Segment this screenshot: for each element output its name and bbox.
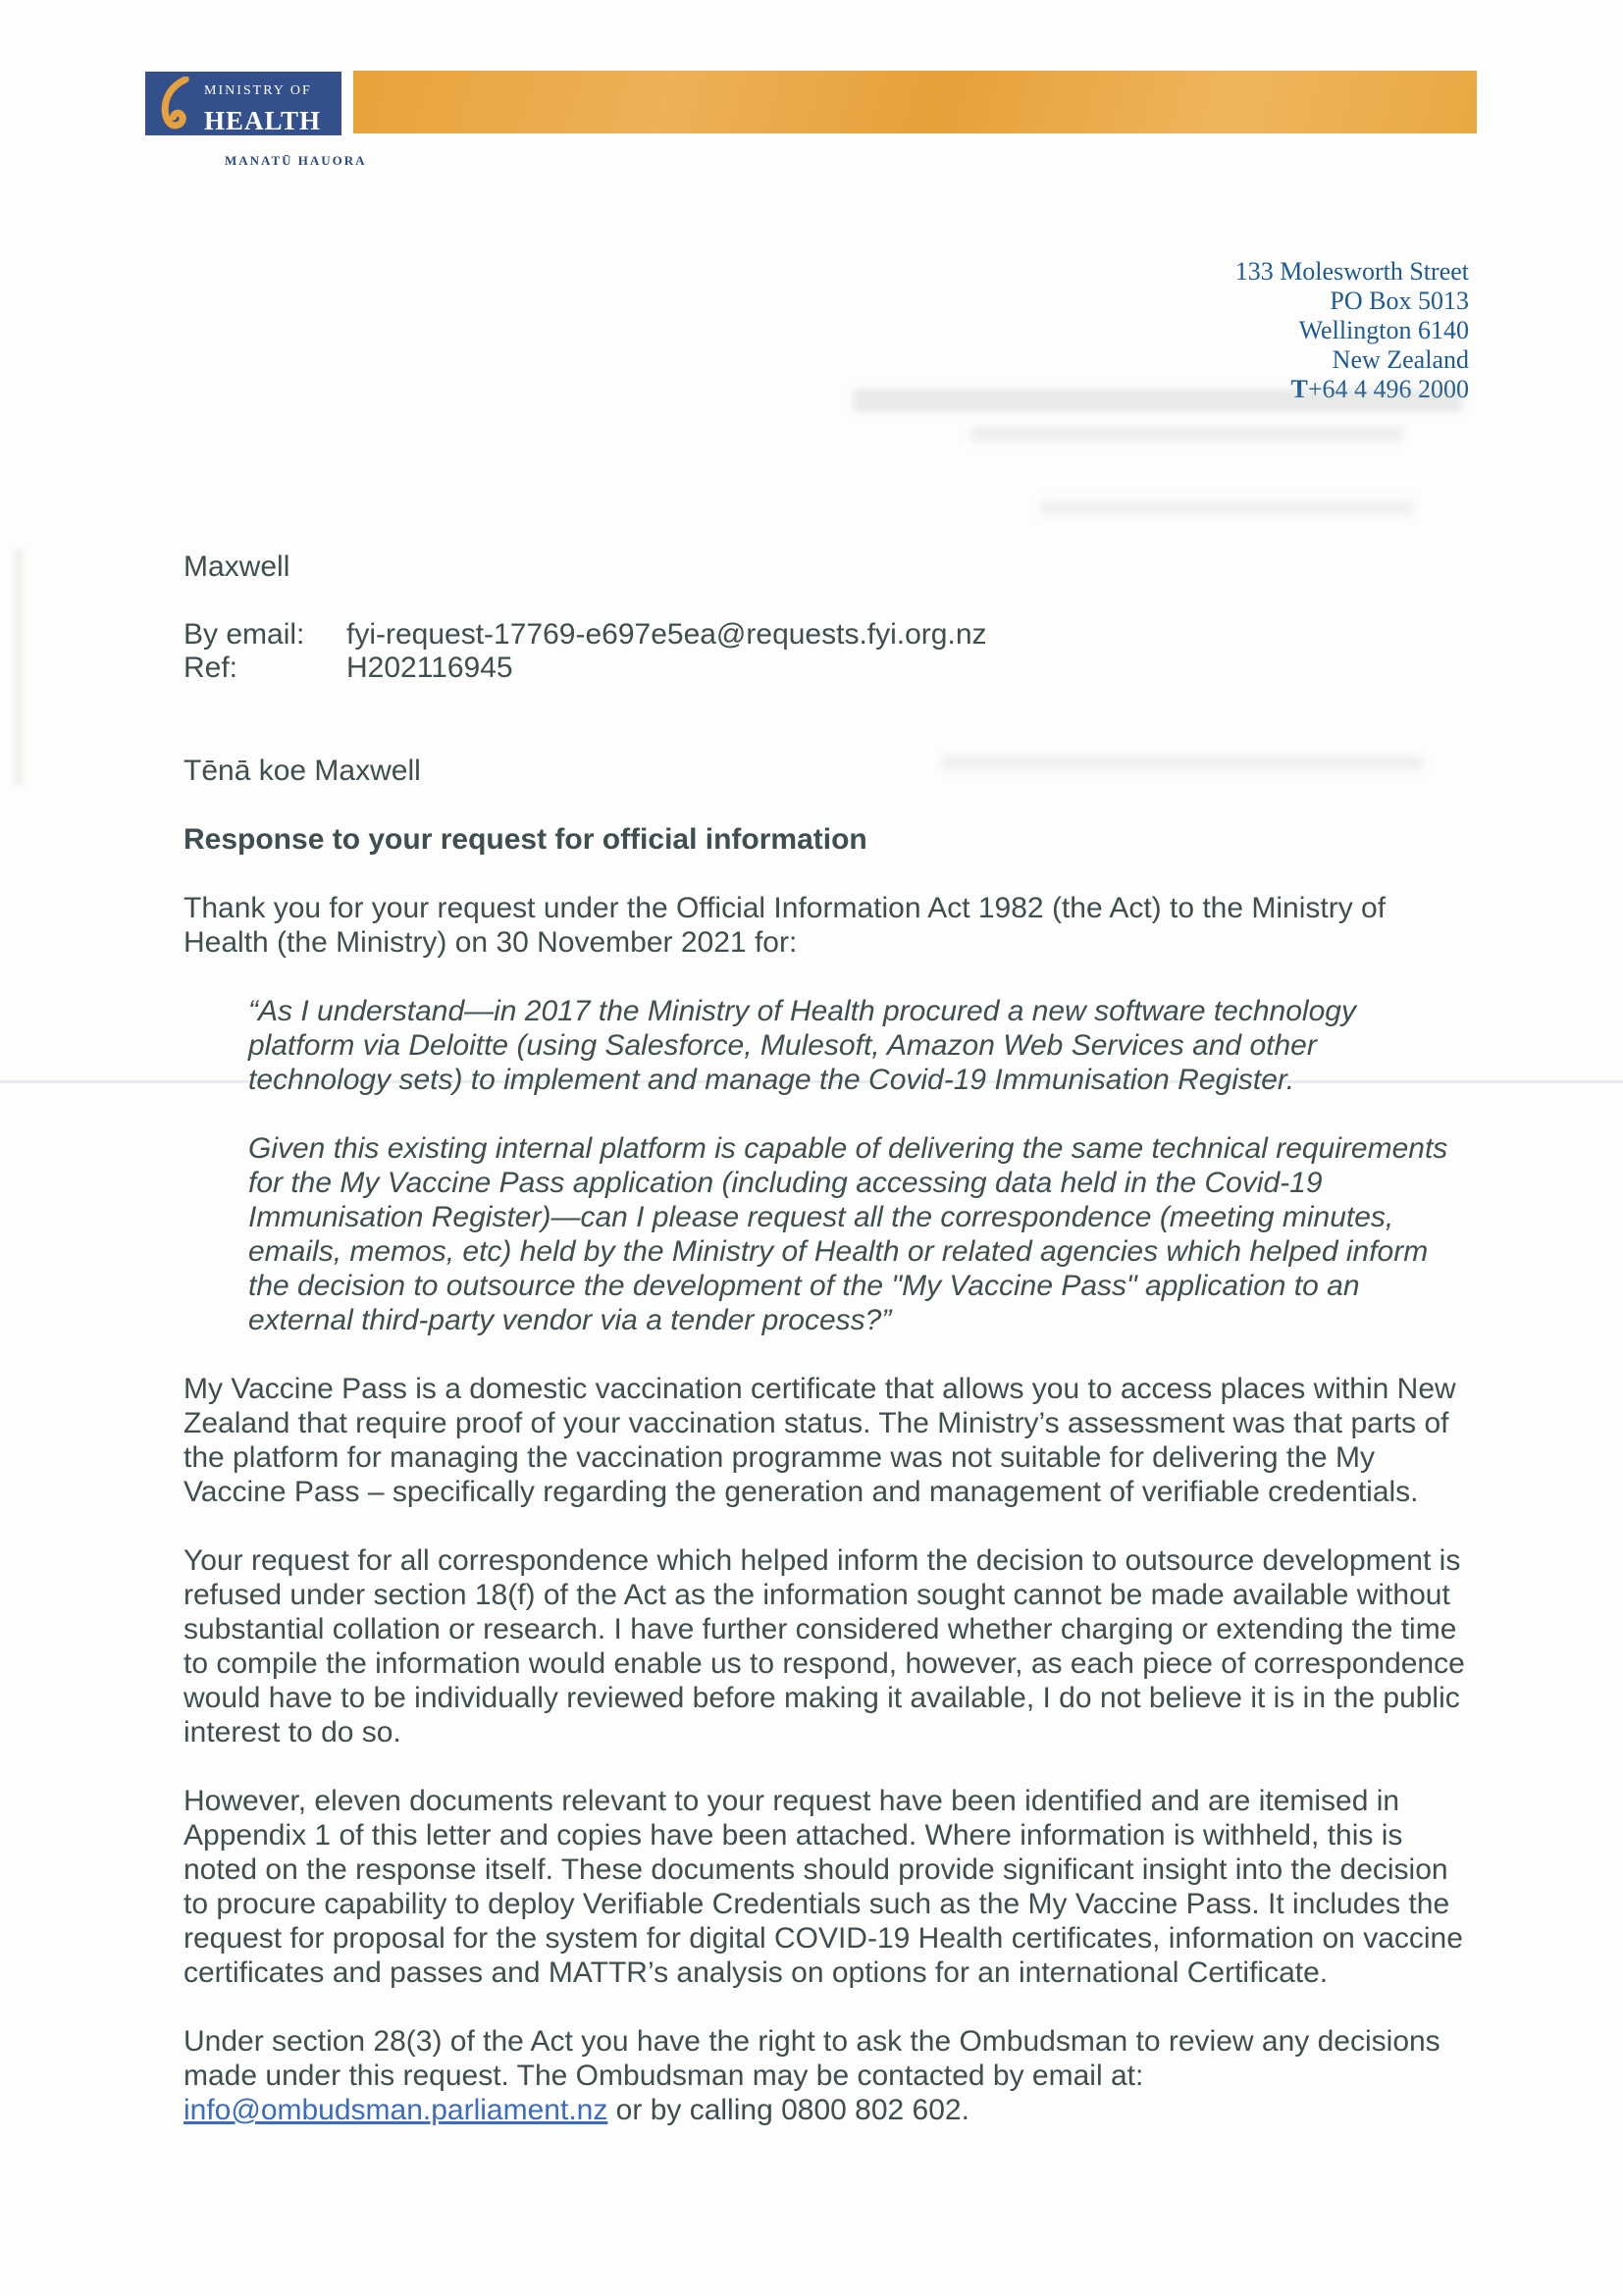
koru-icon xyxy=(151,77,198,131)
logo-subtitle: MANATŪ HAUORA xyxy=(225,153,367,168)
letter-meta xyxy=(183,618,1479,685)
recipient-name: Maxwell xyxy=(183,550,290,583)
letter-body xyxy=(183,549,1479,2127)
phone-number: +64 4 496 2000 xyxy=(1307,375,1469,403)
paragraph-intro: Thank you for your request under the Official Information Act 1982 (the Act) to the Ministry of Health (the Ministry) on 30 November 2021 for: xyxy=(183,892,1387,959)
paragraph-ombudsman xyxy=(183,2024,1479,2127)
ombudsman-email-link[interactable]: info@ombudsman.parliament.nz xyxy=(183,2094,608,2126)
ref-label: Ref: xyxy=(183,652,238,684)
scan-artifact-edge xyxy=(14,549,23,785)
email-value: fyi-request-17769-e697e5ea@requests.fyi.org.nz xyxy=(346,618,987,651)
letter-heading: Response to your request for official information xyxy=(183,823,867,856)
address-line-country: New Zealand xyxy=(1332,345,1469,374)
paragraph-my-vaccine-pass: My Vaccine Pass is a domestic vaccination certificate that allows you to access places within New Zealand that require proof of your vaccination status. The Ministry’s assessment was that parts of the platform for managing the vaccination programme was not suitable for delivering the My Vaccine Pass – specifically regarding the generation and management of verifiable credentials. xyxy=(183,1373,1456,1508)
address-line-pobox: PO Box 5013 xyxy=(1330,287,1469,315)
greeting: Tēnā koe Maxwell xyxy=(183,755,421,787)
meta-row-ref xyxy=(183,652,1479,685)
quoted-request-paragraph-2: Given this existing internal platform is capable of delivering the same technical requirements for the My Vaccine Pass application (including accessing data held in the Covid-19 Immunisation Register)—can I please request all the correspondence (meeting minutes, emails, memos, etc) held by the Ministry of Health or related agencies which helped inform the decision to outsource the development of the "My Vaccine Pass" application to an external third-party vendor via a tender process?” xyxy=(248,1132,1448,1336)
paragraph-documents: However, eleven documents relevant to your request have been identified and are itemised in Appendix 1 of this letter and copies have been attached. Where information is withheld, this is noted on the response itself. These documents should provide significant insight into the decision to procure capability to deploy Verifiable Credentials such as the My Vaccine Pass. It includes the request for proposal for the system for digital COVID-19 Health certificates, information on vaccine certificates and passes and MATTR’s analysis on options for an international Certificate. xyxy=(183,1785,1463,1989)
ministry-of-health-logo xyxy=(145,72,341,135)
meta-row-email xyxy=(183,618,1479,652)
quoted-request-paragraph-1: “As I understand—in 2017 the Ministry of Health procured a new software technology platform via Deloitte (using Salesforce, Mulesoft, Amazon Web Services and other technology sets) to implement and manage the Covid-19 Immunisation Register. xyxy=(248,995,1356,1096)
ombudsman-text-before: Under section 28(3) of the Act you have the right to ask the Ombudsman to review any decisions made under this request. The Ombudsman may be contacted by email at: xyxy=(183,2025,1440,2092)
phone-label: T xyxy=(1290,375,1308,403)
ref-value: H202116945 xyxy=(346,652,513,684)
logo-org-line2: HEALTH xyxy=(204,105,322,135)
letterhead-address xyxy=(1235,257,1469,404)
paragraph-refusal: Your request for all correspondence which helped inform the decision to outsource development is refused under section 18(f) of the Act as the information sought cannot be made available without substantial collation or research. I have further considered whether charging or extending the time to compile the information would enable us to respond, however, as each piece of correspondence would have to be individually reviewed before making it available, I do not believe it is in the public interest to do so. xyxy=(183,1544,1465,1748)
address-line-street: 133 Molesworth Street xyxy=(1234,257,1469,286)
letterhead-banner xyxy=(353,71,1477,133)
logo-text xyxy=(204,74,321,134)
address-line-city: Wellington 6140 xyxy=(1298,316,1469,344)
address-phone xyxy=(1235,375,1469,404)
email-label: By email: xyxy=(183,618,305,651)
scan-artifact xyxy=(971,426,1403,442)
logo-org-line1: MINISTRY OF xyxy=(204,82,312,98)
scan-artifact xyxy=(1040,500,1413,516)
ombudsman-text-after: or by calling 0800 802 602. xyxy=(607,2094,969,2126)
